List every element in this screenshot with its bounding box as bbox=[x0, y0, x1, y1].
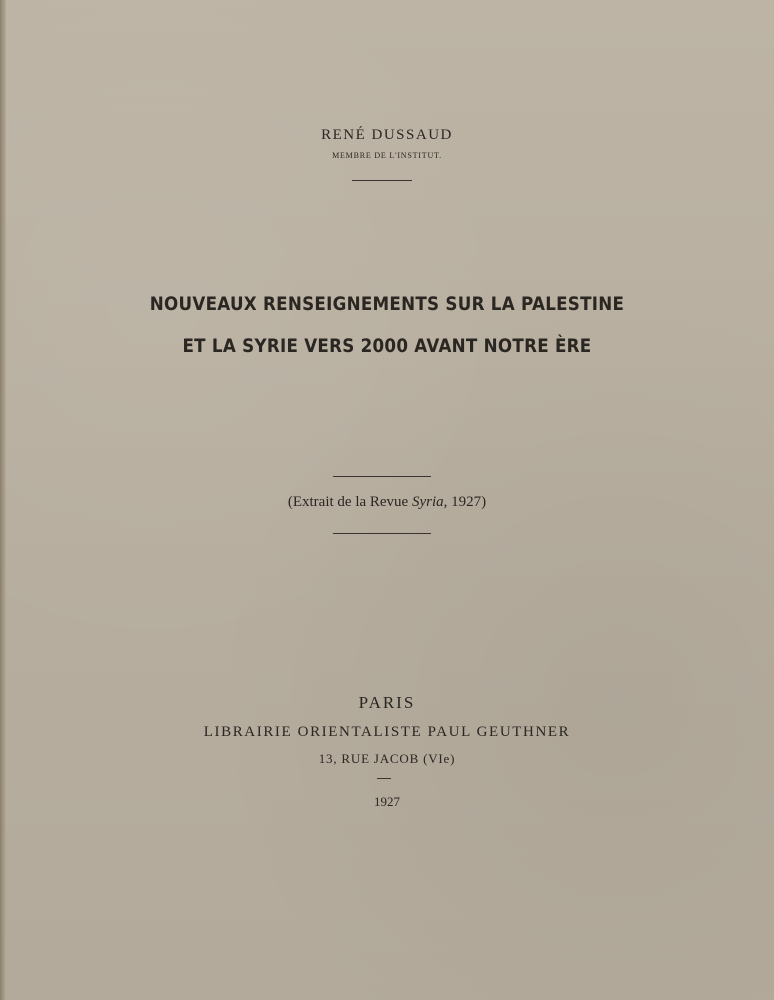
imprint-publisher: LIBRAIRIE ORIENTALISTE PAUL GEUTHNER bbox=[203, 724, 571, 740]
divider-top bbox=[352, 180, 412, 181]
document-title bbox=[46, 283, 727, 367]
imprint-city: PARIS bbox=[358, 693, 416, 712]
title-line-1: NOUVEAUX RENSEIGNEMENTS SUR LA PALESTINE bbox=[149, 293, 625, 315]
author-title: MEMBRE DE L'INSTITUT. bbox=[332, 151, 442, 160]
extract-prefix: (Extrait de la Revue bbox=[287, 494, 412, 510]
extract-note bbox=[0, 494, 774, 511]
divider-extract-top bbox=[333, 476, 431, 477]
title-line-2: ET LA SYRIE VERS 2000 AVANT NOTRE ÈRE bbox=[182, 335, 592, 357]
divider-small bbox=[377, 778, 391, 779]
extract-suffix: , 1927) bbox=[443, 494, 487, 510]
author-name: RENÉ DUSSAUD bbox=[321, 127, 453, 143]
divider-extract-bottom bbox=[333, 533, 431, 534]
imprint-address: 13, RUE JACOB (VIe) bbox=[318, 751, 456, 766]
journal-name: Syria bbox=[411, 494, 444, 510]
imprint-year: 1927 bbox=[374, 794, 400, 809]
